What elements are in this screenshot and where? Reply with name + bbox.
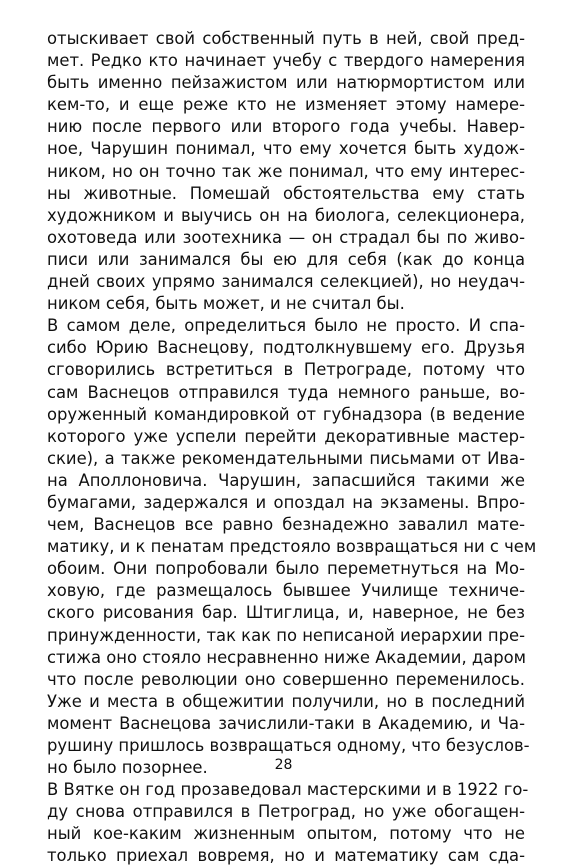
page-number: 28 bbox=[274, 757, 293, 773]
text-line: бумагами, задержался и опоздал на экзамены. Впро- bbox=[47, 492, 525, 512]
text-line: ником себя, быть может, и не считал бы. bbox=[47, 294, 405, 314]
text-line: нию после первого или второго года учебы. Навер- bbox=[47, 117, 525, 137]
text-line: чем, Васнецов все равно безнадежно завалил мате- bbox=[47, 515, 525, 535]
text-line: кем-то, и еще реже кто не изменяет этому намере- bbox=[47, 95, 525, 115]
text-line: сговорились встретиться в Петрограде, потому что bbox=[47, 360, 525, 380]
text-line: только приехал вовремя, но и математику сам сда- bbox=[47, 846, 525, 866]
text-line: сам Васнецов отправился туда немного раньше, во- bbox=[47, 382, 525, 402]
text-line: Уже и места в общежитии получили, но в последний bbox=[47, 691, 525, 711]
text-line: что после революции оно совершенно переменилось. bbox=[47, 669, 525, 689]
text-line: В Вятке он год прозаведовал мастерскими и в 1922 го- bbox=[47, 780, 529, 800]
text-line: на Аполлоновича. Чарушин, запасшийся такими же bbox=[47, 470, 525, 490]
text-line: писи или занимался бы ею для себя (как до конца bbox=[47, 249, 525, 269]
text-line: дней своих упрямо занимался селекцией), но неудач- bbox=[47, 272, 525, 292]
text-line: оруженный командировкой от губнадзора (в ведение bbox=[47, 404, 525, 424]
text-line: сибо Юрию Васнецову, подтолкнувшему его. Друзья bbox=[47, 338, 525, 358]
text-line: ские), а также рекомендательными письмами от Ива- bbox=[47, 448, 525, 468]
text-line: мет. Редко кто начинает учебу с твердого намерения bbox=[47, 51, 525, 71]
text-line: рушину пришлось возвращаться одному, что безуслов- bbox=[47, 736, 530, 755]
text-line: ского рисования бар. Штиглица, и, наверное, не без bbox=[47, 603, 525, 623]
paragraph bbox=[47, 779, 529, 867]
text-line: В самом деле, определиться было не просто. И спа- bbox=[47, 316, 525, 336]
text-line: матику, и к пенатам предстояло возвращаться ни с чем bbox=[47, 537, 537, 557]
text-line: обоим. Они попробовали было переметнуться на Мо- bbox=[47, 559, 525, 579]
text-line: ны животные. Помешай обстоятельства ему стать bbox=[47, 183, 525, 203]
text-line: ником, но он точно так же понимал, что ему интерес- bbox=[47, 161, 525, 181]
text-line: отыскивает свой собственный путь в ней, свой пред- bbox=[47, 29, 525, 48]
text-line: быть именно пейзажистом или натюрмортистом или bbox=[47, 73, 525, 93]
text-line: охотоведа или зоотехника — он страдал бы по живо- bbox=[47, 227, 525, 247]
text-line: ховую, где размещалось бывшее Училище техниче- bbox=[47, 581, 525, 601]
paragraph bbox=[47, 315, 537, 779]
body-text bbox=[47, 28, 537, 868]
text-line: но было позорнее. bbox=[47, 758, 208, 778]
text-line: художником и выучись он на биолога, селекционера, bbox=[47, 205, 525, 225]
text-line: ный кое-каким жизненным опытом, потому что не bbox=[47, 824, 525, 844]
text-line: которого уже успели перейти декоративные мастер- bbox=[47, 426, 525, 446]
text-line: ду снова отправился в Петроград, но уже обогащен- bbox=[47, 802, 525, 822]
paragraph bbox=[47, 28, 525, 315]
text-line: стижа оно стояло несравненно ниже Академии, даром bbox=[47, 647, 527, 667]
text-line: момент Васнецова зачислили-таки в Академию, и Ча- bbox=[47, 713, 525, 733]
text-line: принужденности, так как по неписаной иерархии пре- bbox=[47, 625, 525, 645]
text-line: ное, Чарушин понимал, что ему хочется быть худож- bbox=[47, 139, 525, 159]
